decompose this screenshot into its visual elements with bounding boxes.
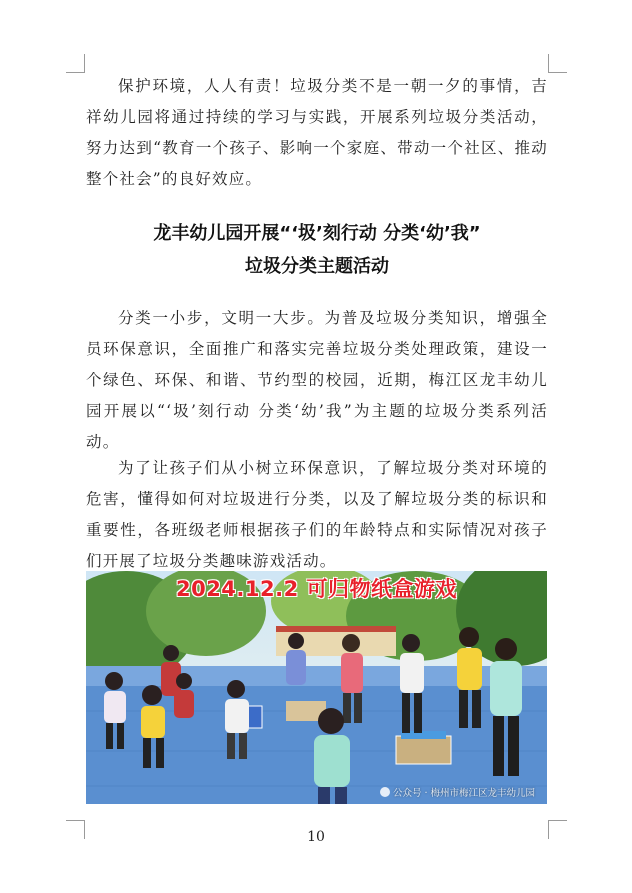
article-title-line-1: 龙丰幼儿园开展“‘圾’刻行动 分类‘幼’我” <box>153 223 481 244</box>
photo-watermark-text: 公众号 · 梅州市梅江区龙丰幼儿园 <box>392 788 535 799</box>
crop-mark-top-right <box>548 54 567 73</box>
photo-banner-caption: 2024.12.2 可归物纸盒游戏 <box>175 577 458 601</box>
wechat-icon <box>380 787 390 797</box>
activity-photo <box>86 571 547 804</box>
article-title-line-2: 垃圾分类主题活动 <box>245 256 389 277</box>
photo-watermark <box>380 785 535 799</box>
body-paragraph-2: 为了让孩子们从小树立环保意识，了解垃圾分类对环境的危害，懂得如何对垃圾进行分类，以及了解垃圾分类的标识和重要性，各班级老师根据孩子们的年龄特点和实际情况对孩子们开展了垃圾分类趣味游戏活动。 <box>86 459 548 570</box>
body-paragraph-1: 分类一小步，文明一大步。为普及垃圾分类知识，增强全员环保意识，全面推广和落实完善垃圾分类处理政策，建设一个绿色、环保、和谐、节约型的校园，近期，梅江区龙丰幼儿园开展以“‘圾’刻行动 分类‘幼’我”为主题的垃圾分类系列活动。 <box>86 309 548 451</box>
page-number: 10 <box>307 829 325 845</box>
intro-paragraph: 保护环境，人人有责！垃圾分类不是一朝一夕的事情，吉祥幼儿园将通过持续的学习与实践，开展系列垃圾分类活动，努力达到“教育一个孩子、影响一个家庭、带动一个社区、推动整个社会”的良好效应。 <box>86 77 548 188</box>
activity-photo-illustration <box>86 571 547 804</box>
crop-mark-top-left <box>66 54 85 73</box>
